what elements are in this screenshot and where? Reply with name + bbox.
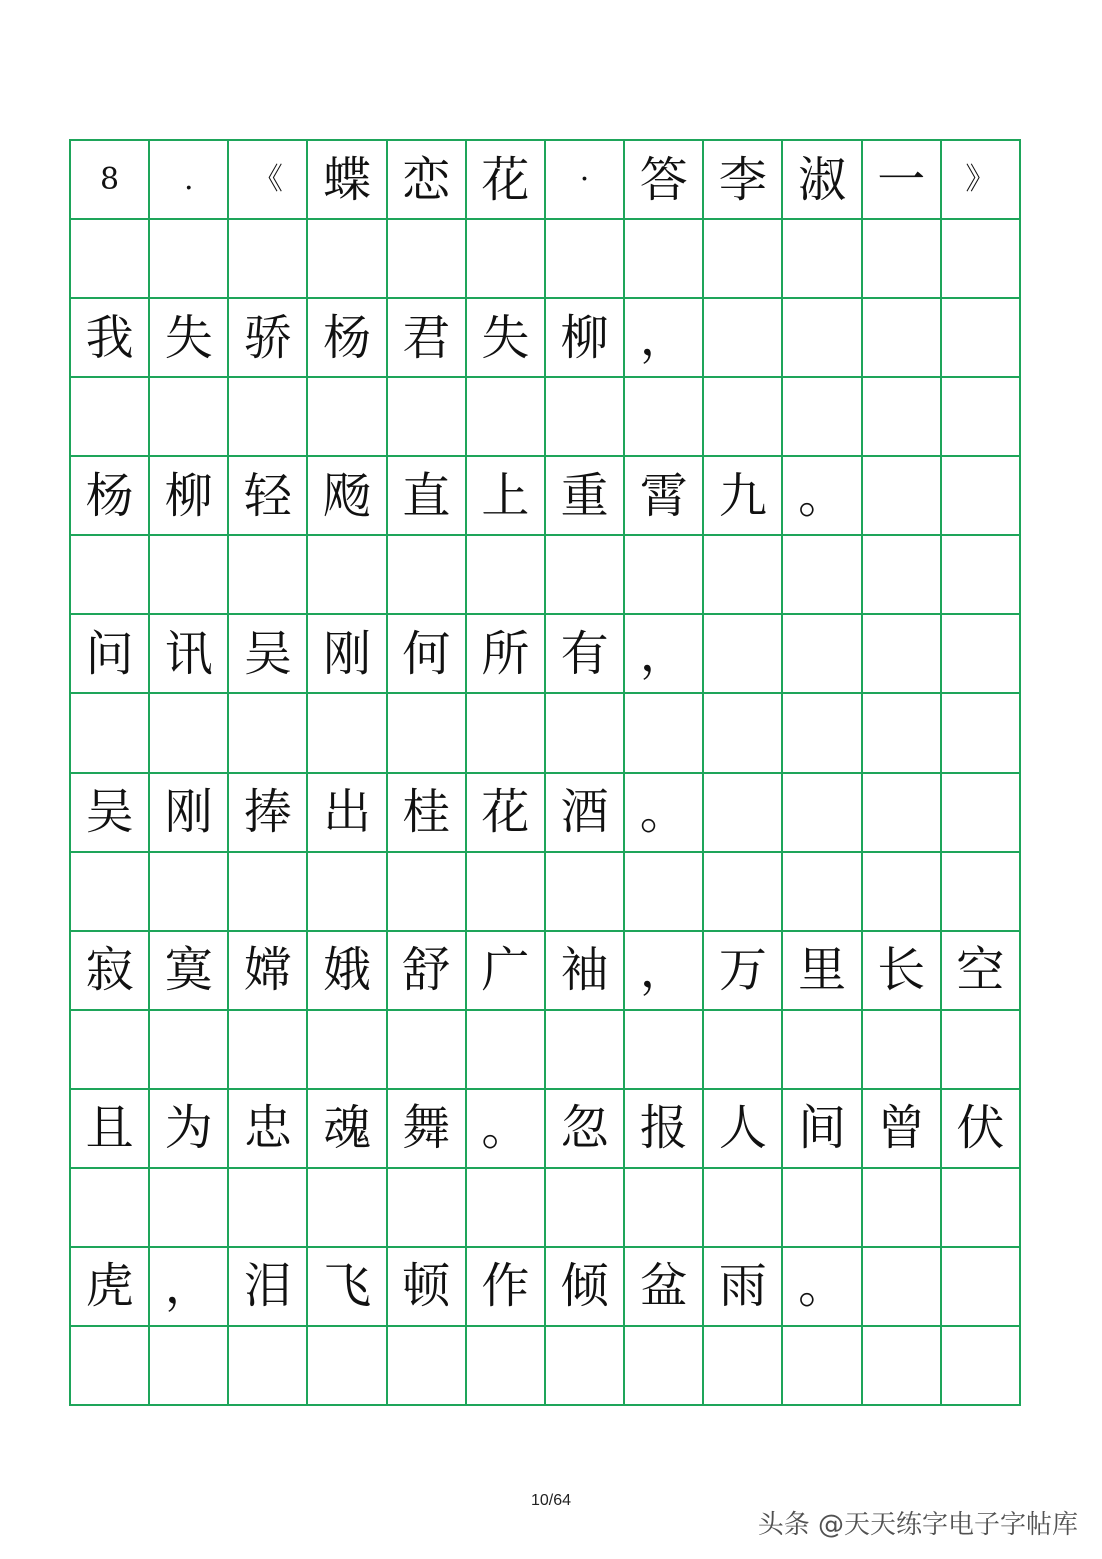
- grid-cell-character: 直: [388, 457, 467, 536]
- grid-cell-character: 。: [625, 774, 704, 853]
- grid-cell-empty: [942, 378, 1021, 457]
- grid-cell-empty: [625, 853, 704, 932]
- grid-cell-character: 柳: [150, 457, 229, 536]
- grid-cell-character: 娥: [308, 932, 387, 1011]
- grid-cell-character: 雨: [704, 1248, 783, 1327]
- grid-cell-character: 舒: [388, 932, 467, 1011]
- grid-cell-character: 答: [625, 141, 704, 220]
- grid-cell-character: 杨: [308, 299, 387, 378]
- grid-cell-character: 人: [704, 1090, 783, 1169]
- grid-cell-character: 舞: [388, 1090, 467, 1169]
- grid-cell-empty: [704, 536, 783, 615]
- grid-cell-empty: [546, 536, 625, 615]
- grid-cell-empty: [942, 1011, 1021, 1090]
- grid-cell-empty: [546, 1011, 625, 1090]
- grid-cell-empty: [942, 694, 1021, 773]
- grid-cell-empty: [71, 694, 150, 773]
- grid-cell-character: 。: [783, 1248, 862, 1327]
- grid-cell-character: 刚: [150, 774, 229, 853]
- grid-cell-character: 忽: [546, 1090, 625, 1169]
- grid-cell-empty: [388, 694, 467, 773]
- grid-cell-character: 顿: [388, 1248, 467, 1327]
- grid-cell-character: 长: [863, 932, 942, 1011]
- grid-cell-empty: [308, 1169, 387, 1248]
- grid-cell-character: ，: [625, 615, 704, 694]
- grid-cell-character: 。: [783, 457, 862, 536]
- grid-cell-empty: [467, 220, 546, 299]
- grid-cell-empty: [308, 220, 387, 299]
- grid-cell-character: 何: [388, 615, 467, 694]
- grid-cell-empty: [863, 1248, 942, 1327]
- grid-cell-character: 倾: [546, 1248, 625, 1327]
- grid-cell-empty: [783, 1169, 862, 1248]
- grid-cell-empty: [71, 1327, 150, 1406]
- grid-cell-empty: [863, 694, 942, 773]
- grid-cell-empty: [150, 1169, 229, 1248]
- grid-cell-character: 淑: [783, 141, 862, 220]
- grid-cell-empty: [863, 457, 942, 536]
- grid-cell-character: 盆: [625, 1248, 704, 1327]
- grid-cell-empty: [467, 536, 546, 615]
- grid-cell-empty: [625, 1011, 704, 1090]
- grid-cell-character: 花: [467, 774, 546, 853]
- grid-cell-character: 吴: [71, 774, 150, 853]
- grid-cell-empty: [942, 853, 1021, 932]
- grid-cell-empty: [546, 1169, 625, 1248]
- grid-cell-character: 袖: [546, 932, 625, 1011]
- grid-cell-empty: [150, 694, 229, 773]
- grid-cell-character: 重: [546, 457, 625, 536]
- grid-cell-empty: [704, 1169, 783, 1248]
- grid-cell-character: ·: [546, 141, 625, 220]
- grid-cell-character: 霄: [625, 457, 704, 536]
- grid-cell-character: 失: [467, 299, 546, 378]
- grid-cell-character: 8: [71, 141, 150, 220]
- grid-cell-empty: [388, 1327, 467, 1406]
- practice-grid: [69, 139, 1021, 1406]
- grid-cell-character: 嫦: [229, 932, 308, 1011]
- grid-cell-empty: [546, 853, 625, 932]
- grid-cell-empty: [783, 536, 862, 615]
- grid-cell-empty: [71, 1011, 150, 1090]
- grid-cell-empty: [783, 378, 862, 457]
- grid-cell-character: .: [150, 141, 229, 220]
- grid-cell-empty: [704, 1327, 783, 1406]
- grid-cell-empty: [704, 220, 783, 299]
- grid-cell-character: 飏: [308, 457, 387, 536]
- grid-cell-empty: [783, 694, 862, 773]
- grid-cell-character: 九: [704, 457, 783, 536]
- grid-cell-empty: [783, 299, 862, 378]
- grid-cell-character: 且: [71, 1090, 150, 1169]
- grid-cell-character: 轻: [229, 457, 308, 536]
- grid-cell-empty: [308, 694, 387, 773]
- grid-cell-empty: [863, 1011, 942, 1090]
- grid-cell-empty: [783, 774, 862, 853]
- grid-cell-empty: [229, 536, 308, 615]
- grid-cell-empty: [625, 220, 704, 299]
- grid-cell-empty: [783, 853, 862, 932]
- grid-cell-character: 杨: [71, 457, 150, 536]
- grid-cell-empty: [704, 615, 783, 694]
- grid-cell-empty: [546, 378, 625, 457]
- grid-cell-empty: [942, 1169, 1021, 1248]
- grid-cell-empty: [308, 1011, 387, 1090]
- grid-cell-character: 寞: [150, 932, 229, 1011]
- grid-cell-empty: [150, 1327, 229, 1406]
- grid-cell-empty: [942, 1248, 1021, 1327]
- grid-cell-empty: [625, 378, 704, 457]
- grid-cell-empty: [704, 853, 783, 932]
- grid-cell-empty: [229, 1327, 308, 1406]
- grid-cell-character: 。: [467, 1090, 546, 1169]
- grid-cell-empty: [388, 853, 467, 932]
- grid-cell-character: 出: [308, 774, 387, 853]
- grid-cell-character: 伏: [942, 1090, 1021, 1169]
- grid-cell-character: 》: [942, 141, 1021, 220]
- page-number: 10/64: [530, 1492, 572, 1509]
- grid-cell-character: 柳: [546, 299, 625, 378]
- grid-cell-empty: [783, 220, 862, 299]
- grid-cell-empty: [546, 1327, 625, 1406]
- grid-cell-empty: [863, 299, 942, 378]
- grid-cell-empty: [388, 1011, 467, 1090]
- grid-cell-character: 里: [783, 932, 862, 1011]
- grid-cell-empty: [942, 774, 1021, 853]
- grid-cell-character: 有: [546, 615, 625, 694]
- grid-cell-empty: [704, 1011, 783, 1090]
- grid-cell-empty: [71, 536, 150, 615]
- grid-cell-empty: [71, 378, 150, 457]
- grid-cell-character: 为: [150, 1090, 229, 1169]
- grid-cell-character: 君: [388, 299, 467, 378]
- grid-cell-character: 问: [71, 615, 150, 694]
- grid-cell-character: ，: [150, 1248, 229, 1327]
- grid-cell-character: 骄: [229, 299, 308, 378]
- grid-cell-character: 空: [942, 932, 1021, 1011]
- grid-cell-empty: [863, 378, 942, 457]
- grid-cell-empty: [863, 1169, 942, 1248]
- grid-cell-empty: [150, 536, 229, 615]
- grid-cell-character: 捧: [229, 774, 308, 853]
- grid-cell-empty: [308, 853, 387, 932]
- grid-cell-character: 吴: [229, 615, 308, 694]
- grid-cell-empty: [308, 1327, 387, 1406]
- grid-cell-empty: [942, 1327, 1021, 1406]
- grid-cell-empty: [71, 1169, 150, 1248]
- grid-cell-empty: [71, 853, 150, 932]
- grid-cell-character: 报: [625, 1090, 704, 1169]
- grid-cell-empty: [467, 378, 546, 457]
- grid-cell-empty: [863, 536, 942, 615]
- grid-cell-empty: [546, 220, 625, 299]
- grid-cell-character: 万: [704, 932, 783, 1011]
- grid-cell-empty: [942, 536, 1021, 615]
- grid-cell-empty: [467, 694, 546, 773]
- grid-cell-empty: [229, 220, 308, 299]
- grid-cell-character: 泪: [229, 1248, 308, 1327]
- grid-cell-character: 忠: [229, 1090, 308, 1169]
- grid-cell-empty: [388, 220, 467, 299]
- grid-cell-empty: [704, 378, 783, 457]
- grid-cell-empty: [150, 1011, 229, 1090]
- grid-cell-empty: [388, 378, 467, 457]
- grid-cell-character: ，: [625, 299, 704, 378]
- grid-cell-empty: [467, 1169, 546, 1248]
- grid-cell-character: 失: [150, 299, 229, 378]
- grid-cell-empty: [229, 1011, 308, 1090]
- grid-cell-character: 一: [863, 141, 942, 220]
- grid-cell-character: 讯: [150, 615, 229, 694]
- grid-cell-empty: [625, 1169, 704, 1248]
- grid-cell-empty: [783, 1011, 862, 1090]
- grid-cell-empty: [863, 615, 942, 694]
- grid-cell-character: 所: [467, 615, 546, 694]
- grid-cell-empty: [863, 1327, 942, 1406]
- grid-cell-empty: [150, 220, 229, 299]
- grid-cell-empty: [704, 774, 783, 853]
- grid-cell-empty: [229, 1169, 308, 1248]
- grid-cell-character: 作: [467, 1248, 546, 1327]
- grid-cell-empty: [150, 853, 229, 932]
- grid-cell-character: 魂: [308, 1090, 387, 1169]
- grid-cell-empty: [625, 694, 704, 773]
- grid-cell-character: 寂: [71, 932, 150, 1011]
- grid-cell-empty: [942, 299, 1021, 378]
- grid-cell-character: 虎: [71, 1248, 150, 1327]
- grid-cell-empty: [783, 615, 862, 694]
- grid-cell-character: 《: [229, 141, 308, 220]
- grid-cell-empty: [229, 694, 308, 773]
- grid-cell-empty: [863, 853, 942, 932]
- grid-cell-empty: [467, 1011, 546, 1090]
- watermark: 头条 @天天练字电子字帖库: [757, 1510, 1078, 1540]
- grid-cell-character: 蝶: [308, 141, 387, 220]
- grid-cell-empty: [150, 378, 229, 457]
- grid-cell-empty: [229, 853, 308, 932]
- grid-cell-empty: [942, 615, 1021, 694]
- grid-cell-empty: [863, 220, 942, 299]
- grid-cell-empty: [783, 1327, 862, 1406]
- grid-cell-character: 飞: [308, 1248, 387, 1327]
- grid-cell-character: 酒: [546, 774, 625, 853]
- grid-cell-empty: [546, 694, 625, 773]
- grid-cell-empty: [704, 694, 783, 773]
- grid-cell-empty: [467, 1327, 546, 1406]
- grid-cell-character: 广: [467, 932, 546, 1011]
- grid-cell-character: 花: [467, 141, 546, 220]
- grid-cell-character: 上: [467, 457, 546, 536]
- grid-cell-empty: [388, 536, 467, 615]
- grid-cell-empty: [942, 457, 1021, 536]
- grid-cell-empty: [71, 220, 150, 299]
- grid-cell-empty: [863, 774, 942, 853]
- grid-cell-empty: [942, 220, 1021, 299]
- grid-cell-empty: [467, 853, 546, 932]
- grid-cell-empty: [308, 378, 387, 457]
- grid-cell-empty: [388, 1169, 467, 1248]
- grid-cell-character: 恋: [388, 141, 467, 220]
- grid-cell-empty: [704, 299, 783, 378]
- grid-cell-character: 刚: [308, 615, 387, 694]
- grid-cell-character: ，: [625, 932, 704, 1011]
- grid-cell-character: 李: [704, 141, 783, 220]
- grid-cell-empty: [308, 536, 387, 615]
- grid-cell-empty: [625, 1327, 704, 1406]
- grid-cell-empty: [625, 536, 704, 615]
- grid-cell-character: 曾: [863, 1090, 942, 1169]
- grid-cell-character: 桂: [388, 774, 467, 853]
- grid-cell-empty: [229, 378, 308, 457]
- grid-cell-character: 间: [783, 1090, 862, 1169]
- grid-cell-character: 我: [71, 299, 150, 378]
